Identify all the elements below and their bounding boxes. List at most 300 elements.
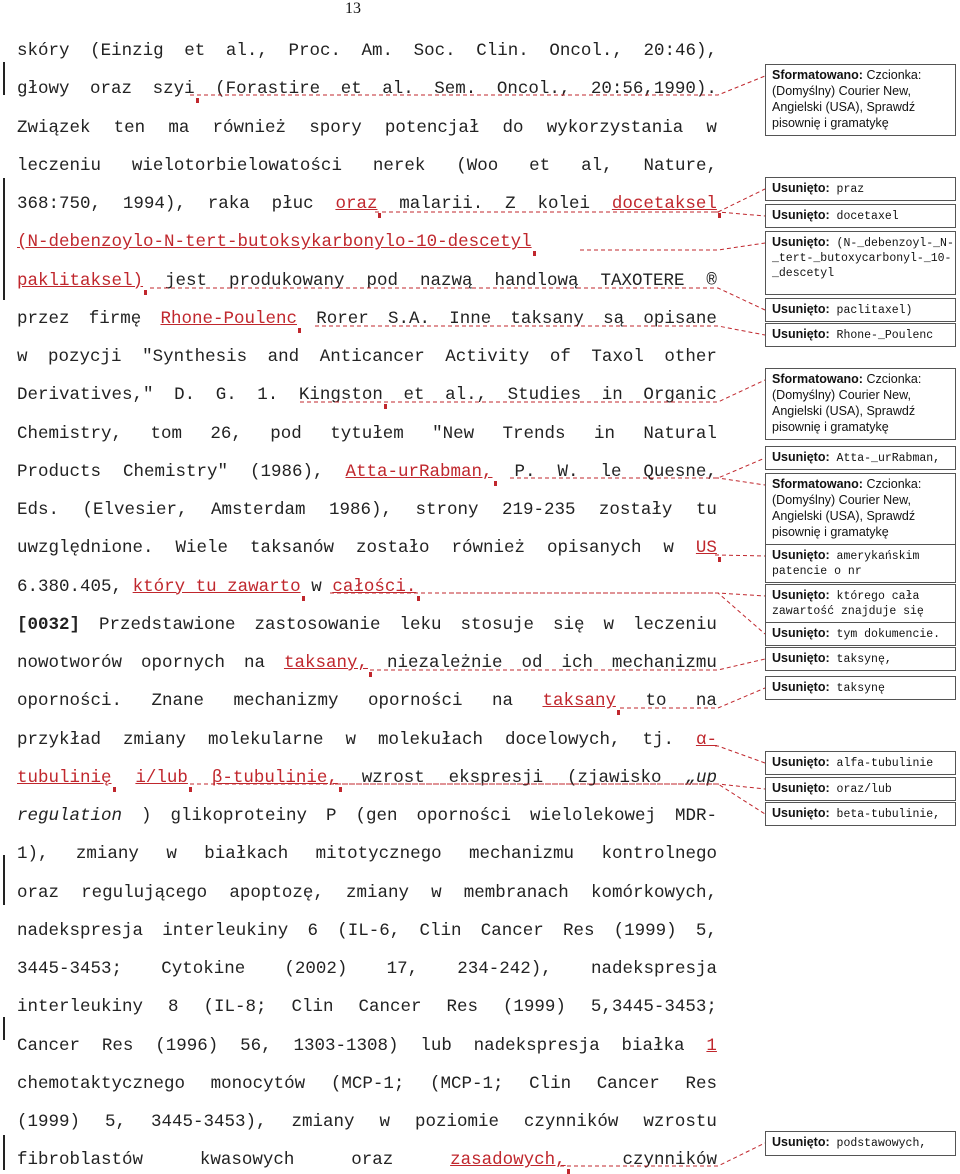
word: spory bbox=[309, 117, 362, 138]
comment-text: Atta-_urRabman, bbox=[829, 452, 941, 465]
word: 1994), bbox=[122, 194, 186, 214]
word: głowy bbox=[17, 79, 70, 100]
word: w bbox=[706, 117, 717, 138]
inserted-text: (N-debenzoylo-N-tert-butoksykarbonylo-10-descetyl bbox=[17, 228, 532, 256]
word: "New bbox=[432, 423, 475, 444]
word: taksanów bbox=[249, 538, 334, 559]
word: mechanizmy bbox=[233, 691, 339, 712]
word: regulation bbox=[17, 806, 123, 826]
word: niezależnie bbox=[386, 653, 503, 673]
word: 3445-3453; bbox=[17, 959, 123, 979]
deletion-comment[interactable] bbox=[765, 177, 956, 201]
inserted-text: 1 bbox=[706, 1035, 717, 1056]
word: Inne bbox=[449, 308, 492, 329]
leader-line bbox=[335, 784, 765, 814]
word: interleukiny bbox=[162, 920, 289, 941]
word: uwzględnione. bbox=[17, 538, 154, 559]
word: Chemistry" bbox=[122, 461, 229, 482]
comment-label: Usunięto: bbox=[772, 680, 830, 694]
word: mechanizmu bbox=[611, 653, 717, 673]
word: się bbox=[552, 614, 585, 635]
word: handlową bbox=[494, 270, 579, 291]
leader-line bbox=[620, 688, 765, 708]
word: oporności. bbox=[17, 691, 123, 712]
deletion-comment[interactable] bbox=[765, 647, 956, 671]
word: and bbox=[267, 347, 300, 367]
comment-text: Czcionka: (Domyślny) Courier New, Angielski (USA), Sprawdź pisownię i gramatykę bbox=[772, 477, 922, 539]
leader-line bbox=[715, 555, 765, 556]
word: 234-242), bbox=[457, 959, 552, 979]
word: Res bbox=[685, 1073, 717, 1094]
word: są bbox=[603, 308, 625, 329]
comment-label: Usunięto: bbox=[772, 651, 830, 665]
comment-label: Usunięto: bbox=[772, 450, 830, 464]
word: mitotycznego bbox=[315, 844, 442, 865]
leader-line bbox=[715, 478, 765, 485]
word: Wiele bbox=[175, 538, 229, 559]
word: wielolekowej bbox=[529, 806, 656, 826]
word: leczeniu bbox=[17, 155, 102, 176]
word: molekułach bbox=[377, 729, 483, 750]
word: Kingston bbox=[299, 381, 383, 409]
word: (1999) bbox=[17, 1112, 81, 1132]
word: Amsterdam bbox=[210, 500, 306, 520]
word: regulującego bbox=[81, 882, 208, 903]
inserted-text: α- bbox=[695, 729, 717, 750]
inserted-text: tubulinię bbox=[17, 764, 112, 792]
word: „up bbox=[685, 767, 717, 788]
inserted-text: oraz bbox=[335, 190, 377, 218]
deletion-comment[interactable] bbox=[765, 446, 956, 470]
comment-text: praz bbox=[829, 183, 865, 196]
deletion-comment[interactable] bbox=[765, 544, 956, 583]
word: w bbox=[663, 538, 674, 559]
comment-label: Usunięto: bbox=[772, 588, 830, 602]
word: 6.380.405, bbox=[17, 576, 123, 597]
formatting-comment[interactable] bbox=[765, 64, 956, 136]
deletion-comment[interactable] bbox=[765, 622, 956, 646]
word: 1), bbox=[17, 844, 49, 865]
word: tom bbox=[150, 423, 182, 444]
word: również bbox=[451, 538, 525, 559]
word: (1999) bbox=[613, 920, 677, 941]
comment-text: (N-_debenzoyl-_N-_tert-_butoxycarbonyl-_10-_descetyl bbox=[772, 237, 954, 280]
word: Activity bbox=[445, 347, 530, 367]
comment-label: Usunięto: bbox=[772, 1135, 830, 1149]
word: Z bbox=[505, 194, 516, 214]
word: Proc. bbox=[288, 41, 341, 61]
word: 219-235 bbox=[501, 500, 576, 520]
word: Organic bbox=[643, 385, 717, 406]
word: 5,3445-3453; bbox=[590, 997, 717, 1018]
word: zastosowanie bbox=[254, 614, 381, 635]
word: Znane bbox=[151, 691, 205, 712]
word: 6 bbox=[307, 920, 319, 941]
word: in bbox=[601, 385, 623, 406]
word: na bbox=[243, 653, 265, 673]
word: (Woo bbox=[456, 155, 499, 176]
word: docelowych, bbox=[504, 729, 621, 750]
word: jest bbox=[165, 270, 208, 291]
inserted-text: Rhone-Poulenc bbox=[160, 305, 297, 333]
leader-line bbox=[715, 746, 765, 763]
inserted-text: docetaksel bbox=[612, 190, 717, 218]
word: Cancer bbox=[596, 1073, 660, 1094]
word: 5, bbox=[104, 1112, 126, 1132]
word: Eds. bbox=[17, 500, 60, 520]
word: tj. bbox=[642, 729, 674, 750]
word: czynników bbox=[622, 1150, 717, 1171]
word: nadekspresja bbox=[473, 1035, 600, 1056]
word: Clin. bbox=[476, 41, 529, 61]
word: w bbox=[311, 576, 322, 597]
word: ® bbox=[706, 270, 717, 291]
word: wzrost bbox=[361, 767, 425, 788]
word: (IL-8; bbox=[203, 997, 267, 1018]
word: oporności bbox=[367, 691, 463, 712]
comment-label: Usunięto: bbox=[772, 626, 830, 640]
word: (1996) bbox=[155, 1035, 219, 1056]
word: malarii. bbox=[399, 194, 484, 214]
word: opornych bbox=[141, 653, 226, 673]
inserted-text: Atta-urRabman, bbox=[345, 458, 492, 486]
word: Studies bbox=[507, 385, 582, 406]
word: (MCP-1; bbox=[330, 1073, 405, 1094]
comment-label: Usunięto: bbox=[772, 302, 830, 316]
word: 368:750, bbox=[17, 194, 102, 214]
word: P. bbox=[514, 461, 536, 482]
word: et bbox=[403, 385, 425, 406]
word: Cancer bbox=[17, 1035, 81, 1056]
word: 26, bbox=[210, 423, 242, 444]
word: D. bbox=[174, 385, 196, 406]
leader-line bbox=[190, 784, 765, 789]
word: mechanizmu bbox=[469, 844, 575, 865]
word: Rorer bbox=[316, 308, 369, 329]
word: do bbox=[502, 117, 524, 138]
word: płuc bbox=[271, 194, 314, 214]
word: (Einzig bbox=[90, 41, 164, 61]
word: Res bbox=[446, 997, 478, 1018]
word: fibroblastów bbox=[17, 1150, 144, 1171]
word: 5, bbox=[695, 920, 717, 941]
word: od bbox=[521, 653, 543, 673]
word: pod bbox=[366, 270, 398, 291]
word: W. bbox=[557, 461, 579, 482]
word: nowotworów bbox=[17, 653, 123, 673]
word: nazwą bbox=[419, 270, 473, 291]
formatting-comment[interactable] bbox=[765, 368, 956, 440]
word: Cancer bbox=[358, 997, 422, 1018]
word: Quesne, bbox=[643, 461, 717, 482]
word: 1303-1308) bbox=[293, 1035, 399, 1056]
word: Cytokine bbox=[161, 959, 246, 979]
leader-line bbox=[510, 458, 765, 478]
page-number: 13 bbox=[345, 0, 361, 17]
inserted-text: taksany bbox=[542, 687, 616, 715]
deletion-comment[interactable] bbox=[765, 751, 956, 775]
word: P bbox=[325, 806, 337, 826]
word: w bbox=[166, 844, 177, 865]
word: nerek bbox=[372, 155, 426, 176]
comment-text: Czcionka: (Domyślny) Courier New, Angielski (USA), Sprawdź pisownię i gramatykę bbox=[772, 372, 922, 434]
word: kolei bbox=[537, 194, 591, 214]
word: ekspresji bbox=[448, 767, 544, 788]
word: Soc. bbox=[413, 41, 456, 61]
word: oraz bbox=[351, 1150, 394, 1171]
word: szyi bbox=[153, 75, 195, 103]
comment-text: Rhone-_Poulenc bbox=[829, 329, 934, 342]
leader-line bbox=[450, 593, 765, 634]
word: ma bbox=[168, 117, 190, 138]
word: oraz bbox=[90, 79, 133, 100]
word: tytułem bbox=[330, 423, 404, 444]
word: (Forastire bbox=[215, 79, 321, 100]
word: leku bbox=[399, 614, 442, 635]
word: ) bbox=[141, 806, 152, 826]
inserted-text: β-tubulinie, bbox=[212, 764, 338, 792]
word: interleukiny bbox=[17, 997, 144, 1018]
word: potencjał bbox=[384, 117, 480, 138]
comment-text: Czcionka: (Domyślny) Courier New, Angielski (USA), Sprawdź pisownię i gramatykę bbox=[772, 68, 922, 130]
word: zostały bbox=[598, 500, 673, 520]
comment-text: paclitaxel) bbox=[829, 304, 913, 317]
word: to bbox=[645, 691, 667, 712]
word: Clin bbox=[529, 1073, 572, 1094]
word: chemotaktycznego bbox=[17, 1073, 186, 1094]
word: raka bbox=[207, 194, 250, 214]
word: przez bbox=[17, 308, 70, 329]
word: monocytów bbox=[210, 1073, 306, 1094]
leader-line bbox=[375, 189, 765, 212]
word: białka bbox=[621, 1035, 685, 1056]
word: w bbox=[345, 729, 356, 750]
word: zmiany bbox=[75, 844, 139, 865]
leader-line bbox=[150, 288, 765, 310]
word: leczeniu bbox=[632, 614, 717, 635]
deletion-comment[interactable] bbox=[765, 676, 956, 700]
deletion-comment[interactable] bbox=[765, 802, 956, 826]
word: Clin bbox=[291, 997, 334, 1018]
comment-text: docetaxel bbox=[829, 210, 899, 223]
word: Am. bbox=[361, 41, 394, 61]
word: al., bbox=[225, 41, 268, 61]
word: nadekspresja bbox=[17, 920, 144, 941]
word: le bbox=[600, 461, 622, 482]
word: tu bbox=[695, 500, 717, 520]
deletion-comment[interactable] bbox=[765, 204, 956, 228]
word: Cancer bbox=[480, 920, 544, 941]
comment-text: którego cała zawartość znajduje się bbox=[772, 590, 924, 618]
word: skóry bbox=[17, 41, 70, 61]
word: Clin bbox=[419, 920, 462, 941]
word: zostało bbox=[355, 538, 430, 559]
word: in bbox=[593, 423, 615, 444]
word: 17, bbox=[386, 959, 419, 979]
word: firmę bbox=[88, 308, 142, 329]
word: MDR- bbox=[674, 806, 717, 826]
word: al, bbox=[581, 155, 613, 176]
word: Res bbox=[562, 920, 595, 941]
deletion-comment[interactable] bbox=[765, 1131, 956, 1156]
word: Natural bbox=[643, 423, 717, 444]
word: S.A. bbox=[387, 308, 430, 329]
comment-text: alfa-tubulinie bbox=[829, 757, 934, 770]
comment-label: Sformatowano: bbox=[772, 68, 863, 82]
comment-label: Usunięto: bbox=[772, 327, 830, 341]
leader-line bbox=[370, 659, 765, 670]
word: TAXOTERE bbox=[600, 270, 685, 291]
deletion-comment[interactable] bbox=[765, 298, 956, 322]
comment-label: Sformatowano: bbox=[772, 372, 863, 386]
word: Chemistry, bbox=[17, 423, 123, 444]
comment-label: Sformatowano: bbox=[772, 477, 863, 491]
deletion-comment[interactable] bbox=[765, 323, 956, 347]
comment-label: Usunięto: bbox=[772, 235, 830, 249]
word: (IL-6, bbox=[337, 920, 401, 941]
word: Sem. bbox=[434, 79, 477, 100]
word: (2002) bbox=[284, 959, 348, 979]
word: molekularne bbox=[207, 729, 324, 750]
comment-text: tym dokumencie. bbox=[829, 628, 941, 641]
word: nadekspresja bbox=[590, 959, 717, 979]
word: glikoproteiny bbox=[170, 806, 308, 826]
word: pozycji bbox=[48, 347, 122, 367]
word: 56, bbox=[240, 1035, 272, 1056]
word: pod bbox=[270, 423, 302, 444]
word: (gen bbox=[355, 806, 398, 826]
comment-text: taksynę bbox=[829, 682, 885, 695]
word: lub bbox=[420, 1035, 452, 1056]
word: zmiany bbox=[122, 729, 186, 750]
word: [0032] bbox=[17, 614, 81, 635]
word: et bbox=[184, 41, 206, 61]
word: Derivatives," bbox=[17, 385, 154, 406]
word: other bbox=[664, 347, 717, 367]
word: taksany bbox=[510, 308, 584, 329]
word: 20:46), bbox=[643, 41, 717, 61]
word: al. bbox=[382, 79, 414, 100]
word: 8 bbox=[168, 997, 179, 1018]
word: Oncol., bbox=[549, 41, 623, 61]
comment-text: amerykańskim patencie o nr bbox=[772, 550, 920, 578]
word: opisanych bbox=[546, 538, 642, 559]
word: produkowany bbox=[228, 270, 345, 291]
word: (Elvesier, bbox=[82, 500, 188, 520]
inserted-text: US bbox=[696, 534, 717, 562]
word: Przedstawione bbox=[98, 614, 236, 635]
inserted-text: zasadowych, bbox=[450, 1146, 566, 1174]
comment-label: Usunięto: bbox=[772, 181, 830, 195]
comment-label: Usunięto: bbox=[772, 755, 830, 769]
word: ich bbox=[561, 653, 593, 673]
word: zmiany bbox=[345, 882, 409, 903]
word: przykład bbox=[17, 729, 102, 750]
word: 1986), bbox=[328, 500, 392, 520]
word: al., bbox=[445, 385, 488, 406]
comment-text: beta-tubulinie, bbox=[829, 808, 941, 821]
word: Trends bbox=[502, 423, 566, 444]
leader-line bbox=[330, 593, 765, 596]
word: w bbox=[379, 1112, 390, 1132]
word: "Synthesis bbox=[142, 347, 248, 367]
word: 20:56,1990). bbox=[590, 79, 717, 100]
comment-text: taksynę, bbox=[829, 653, 892, 666]
word: również bbox=[212, 117, 287, 138]
word: of bbox=[549, 347, 571, 367]
word: Związek bbox=[17, 117, 91, 138]
word: w bbox=[603, 614, 614, 635]
word: 3445-3453), bbox=[150, 1112, 267, 1132]
leader-line bbox=[190, 76, 765, 95]
word: membranach bbox=[463, 882, 569, 903]
comment-label: Usunięto: bbox=[772, 781, 830, 795]
word: Oncol., bbox=[496, 79, 571, 100]
word: oraz bbox=[17, 882, 60, 903]
word: (1999) bbox=[502, 997, 566, 1018]
leader-line bbox=[300, 380, 765, 402]
word: 1. bbox=[257, 385, 279, 406]
inserted-text: który tu zawarto bbox=[133, 573, 301, 601]
word: Nature, bbox=[643, 155, 717, 176]
word: Anticancer bbox=[319, 347, 425, 367]
comment-text: oraz/lub bbox=[829, 783, 892, 796]
word: Res bbox=[101, 1035, 134, 1056]
word: poziomie bbox=[414, 1112, 499, 1132]
word: (1986), bbox=[249, 461, 324, 482]
deletion-comment[interactable] bbox=[765, 777, 956, 801]
leader-line bbox=[580, 243, 765, 250]
word: Taxol bbox=[591, 347, 644, 367]
word: zmiany bbox=[291, 1112, 355, 1132]
comment-label: Usunięto: bbox=[772, 806, 830, 820]
word: czynników bbox=[523, 1112, 619, 1132]
leader-line bbox=[560, 1143, 765, 1166]
deletion-comment[interactable] bbox=[765, 231, 956, 295]
word: (MCP-1; bbox=[429, 1073, 504, 1094]
word: na bbox=[695, 691, 717, 712]
leader-line bbox=[715, 212, 765, 216]
word: wykorzystania bbox=[546, 117, 684, 138]
word: w bbox=[431, 882, 442, 903]
leader-line bbox=[315, 326, 765, 335]
comment-text: podstawowych, bbox=[829, 1137, 927, 1150]
formatting-comment[interactable] bbox=[765, 473, 956, 545]
word: na bbox=[491, 691, 513, 712]
word: Products bbox=[17, 461, 102, 482]
word: białkach bbox=[204, 844, 289, 865]
word: (zjawisko bbox=[567, 767, 662, 788]
word: ten bbox=[113, 117, 146, 138]
word: oporności bbox=[416, 806, 511, 826]
inserted-text: całości. bbox=[332, 573, 416, 601]
comment-label: Usunięto: bbox=[772, 548, 830, 562]
inserted-text: taksany, bbox=[284, 649, 368, 677]
word: et bbox=[340, 79, 362, 100]
word: et bbox=[529, 155, 551, 176]
word: strony bbox=[415, 500, 479, 520]
word: apoptozę, bbox=[229, 882, 324, 903]
word: kontrolnego bbox=[601, 844, 717, 865]
comment-label: Usunięto: bbox=[772, 208, 830, 222]
word: kwasowych bbox=[199, 1150, 295, 1171]
word: wielotorbielowatości bbox=[131, 155, 342, 176]
deletion-comment[interactable] bbox=[765, 584, 956, 623]
word: wzrostu bbox=[643, 1112, 717, 1132]
word: stosuje bbox=[460, 614, 534, 635]
word: w bbox=[17, 347, 28, 367]
word: G. bbox=[215, 385, 237, 406]
